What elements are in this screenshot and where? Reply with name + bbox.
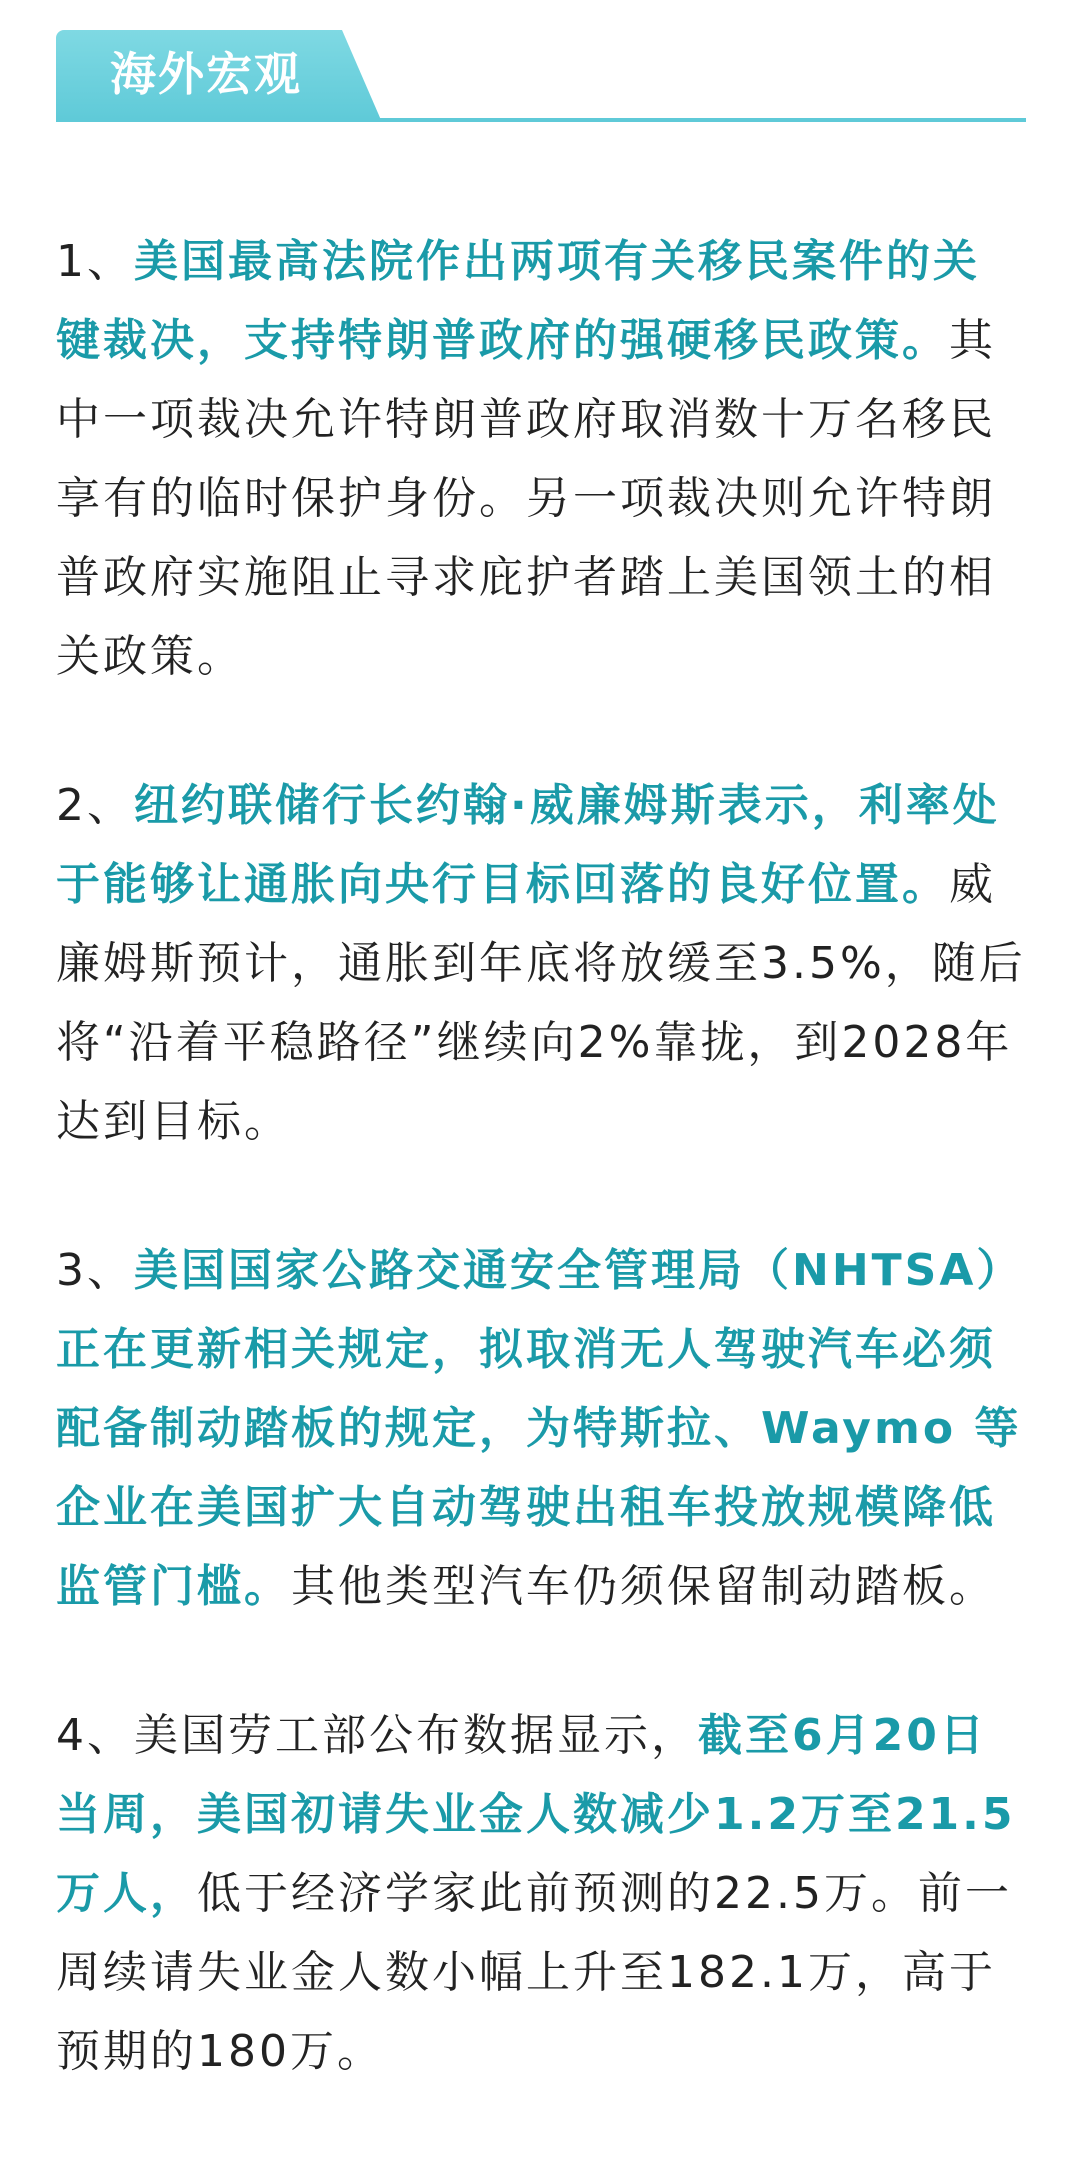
news-item-3 <box>56 1231 1026 1626</box>
section-title: 海外宏观 <box>110 47 302 101</box>
news-item-number: 1、 <box>56 236 134 287</box>
news-item-text: 低于经济学家此前预测的22.5万。前一周续请失业金人数小幅上升至182.1万，高于预期的180万。 <box>56 1868 1012 2077</box>
news-item-text: 其他类型汽车仍须保留制动踏板。 <box>291 1561 996 1612</box>
news-item-text: 其中一项裁决允许特朗普政府取消数十万名移民享有的临时保护身份。另一项裁决则允许特朗普政府实施阻止寻求庇护者踏上美国领土的相关政策。 <box>56 315 996 682</box>
news-item-highlight: 美国最高法院作出两项有关移民案件的关键裁决，支持特朗普政府的强硬移民政策。 <box>56 236 980 366</box>
news-item-2 <box>56 766 1026 1161</box>
news-item-highlight: 美国国家公路交通安全管理局（NHTSA）正在更新相关规定，拟取消无人驾驶汽车必须配备制动踏板的规定，为特斯拉、Waymo 等企业在美国扩大自动驾驶出租车投放规模降低监管门槛。 <box>56 1245 1024 1612</box>
news-item-text: 威廉姆斯预计，通胀到年底将放缓至3.5%，随后将“沿着平稳路径”继续向2%靠拢，到2028年达到目标。 <box>56 859 1026 1147</box>
news-item-number: 4、 <box>56 1710 134 1761</box>
news-item-lead-text: 美国劳工部公布数据显示， <box>134 1710 698 1761</box>
news-item-number: 3、 <box>56 1245 134 1296</box>
section-header <box>56 30 1026 122</box>
news-item-number: 2、 <box>56 780 134 831</box>
news-item-highlight: 截至6月20日当周，美国初请失业金人数减少1.2万至21.5万人， <box>56 1710 1016 1919</box>
news-item-1 <box>56 222 1026 696</box>
news-item-highlight: 纽约联储行长约翰·威廉姆斯表示，利率处于能够让通胀向央行目标回落的良好位置。 <box>56 780 1000 910</box>
section-divider <box>56 118 1026 122</box>
news-item-4 <box>56 1696 1026 2091</box>
news-list <box>56 222 1026 2161</box>
